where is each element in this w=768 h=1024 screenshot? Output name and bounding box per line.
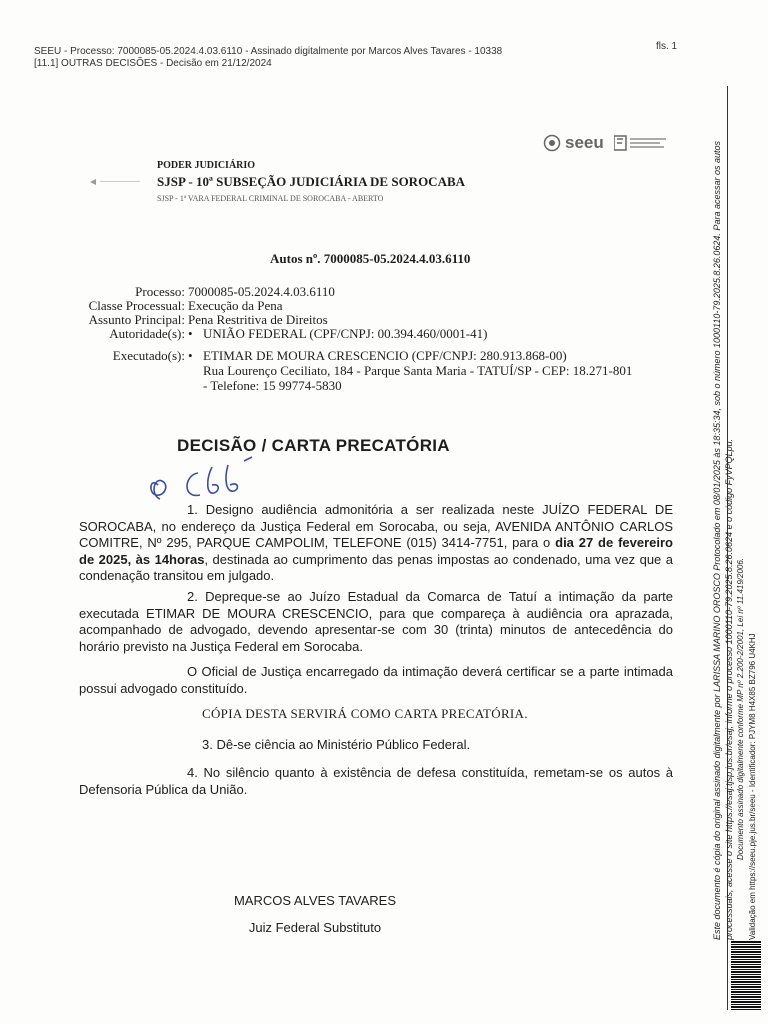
paragraph-1 bbox=[79, 502, 673, 585]
signer-name: MARCOS ALVES TAVARES bbox=[233, 893, 397, 908]
seeu-logo-text: seeu bbox=[565, 133, 604, 152]
autos-number: Autos nº. 7000085-05.2024.4.03.6110 bbox=[270, 251, 471, 266]
subsecao-title: SJSP - 10ª SUBSEÇÃO JUDICIÁRIA DE SOROCABA bbox=[157, 174, 466, 189]
executado-name: ETIMAR DE MOURA CRESCENCIO (CPF/CNPJ: 280.913.868-00) bbox=[203, 348, 567, 363]
vara-name: SJSP - 1ª VARA FEDERAL CRIMINAL DE SOROCABA - ABERTO bbox=[157, 194, 384, 203]
executado-phone: - Telefone: 15 99774-5830 bbox=[203, 378, 342, 393]
handwritten-mark-icon bbox=[140, 455, 270, 505]
paragraph-4: CÓPIA DESTA SERVIRÁ COMO CARTA PRECATÓRIA. bbox=[202, 706, 528, 721]
document-title: DECISÃO / CARTA PRECATÓRIA bbox=[177, 436, 450, 455]
paragraph-5: 3. Dê-se ciência ao Ministério Público Federal. bbox=[202, 737, 471, 752]
paragraph-6: 4. No silêncio quanto à existência de defesa constituída, remetam-se os autos à Defensoria Pública da União. bbox=[79, 765, 673, 797]
paragraph-1-text-a: 1. Designo audiência admonitória a ser realizada neste JUÍZO FEDERAL DE SOROCABA, no endereço da Justiça Federal em Sorocaba, ou seja, AVENIDA ANTÔNIO CARLOS COMITRE, Nº 295, PARQUE CAMPOLIM, TELEFONE (015) 3414-7751, para o bbox=[79, 502, 673, 550]
autoridade-value: UNIÃO FEDERAL (CPF/CNPJ: 00.394.460/0001-41) bbox=[203, 326, 488, 341]
paragraph-1-date: dia 27 de fevereiro de 2025, às 14horas bbox=[79, 535, 673, 567]
paragraph-2: 2. Depreque-se ao Juízo Estadual da Comarca de Tatuí a intimação da parte executada ETIMAR DE MOURA CRESCENCIO, para que compareça à audiência ora aprazada, acompanhado de advogado, devendo apresentar-se com 30 (trinta) minutos de antecedência do horário previsto na Justiça Federal em Sorocaba. bbox=[79, 589, 673, 654]
coat-of-arms-icon bbox=[86, 176, 142, 188]
seeu-logo-icon bbox=[543, 134, 561, 152]
processo-value: 7000085-05.2024.4.03.6110 bbox=[188, 284, 335, 299]
autoridade-bullet: • bbox=[188, 326, 193, 341]
signer-role: Juiz Federal Substituto bbox=[248, 920, 382, 935]
cnj-logo-icon bbox=[614, 135, 670, 151]
assunto-value: Pena Restritiva de Direitos bbox=[188, 312, 328, 327]
side-text-2: processuais, acesse o site https://esaj.tjsp.jus.br/esaj, informe o processo 1000110-79.2025.8.26.0624 e o código FyVPQLpu. bbox=[724, 438, 734, 940]
classe-label: Classe Processual: bbox=[88, 298, 185, 313]
paragraph-1-text-b: , destinada ao cumprimento das penas impostas ao condenado, uma vez que a condenação transitou em julgado. bbox=[79, 551, 673, 583]
side-text-3: Documento assinado digitalmente conforme MP nº 2.200-2/2001, Lei nº 11.419/2006. bbox=[736, 557, 745, 860]
page-number: fls. 1 bbox=[656, 41, 678, 52]
executado-address: Rua Lourenço Ceciliato, 184 - Parque Santa Maria - TATUÍ/SP - CEP: 18.271-801 bbox=[203, 363, 633, 378]
classe-value: Execução da Pena bbox=[188, 298, 283, 313]
barcode bbox=[731, 940, 761, 1010]
side-text-4: Validação em https://seeu.pje.jus.br/seeu - Identificador: PJYM8 H4X85 BZ796 U4KHJ bbox=[748, 633, 757, 940]
header-line-1: SEEU - Processo: 7000085-05.2024.4.03.6110 - Assinado digitalmente por Marcos Alves Tavares - 10338 bbox=[34, 46, 503, 57]
autoridade-label: Autoridade(s): bbox=[109, 326, 185, 341]
processo-label: Processo: bbox=[135, 284, 185, 299]
executado-label: Executado(s): bbox=[112, 348, 185, 363]
seeu-logo bbox=[543, 133, 670, 153]
assunto-label: Assunto Principal: bbox=[88, 312, 185, 327]
poder-judiciario: PODER JUDICIÁRIO bbox=[157, 160, 256, 171]
header-line-2: [11.1] OUTRAS DECISÕES - Decisão em 21/12/2024 bbox=[34, 58, 272, 69]
executado-bullet: • bbox=[188, 348, 193, 363]
side-text-1: Este documento é cópia do original assinado digitalmente por LARISSA MARINO OROSCO Protocolado em 08/01/2025 às 18:35:34, sob o número 1000110-79.2025.8.26.0624. Para acessar os autos bbox=[712, 141, 722, 940]
executado-block bbox=[0, 348, 768, 398]
paragraph-3: O Oficial de Justiça encarregado da intimação deverá certificar se a parte intimada possui advogado constituído. bbox=[79, 664, 673, 696]
